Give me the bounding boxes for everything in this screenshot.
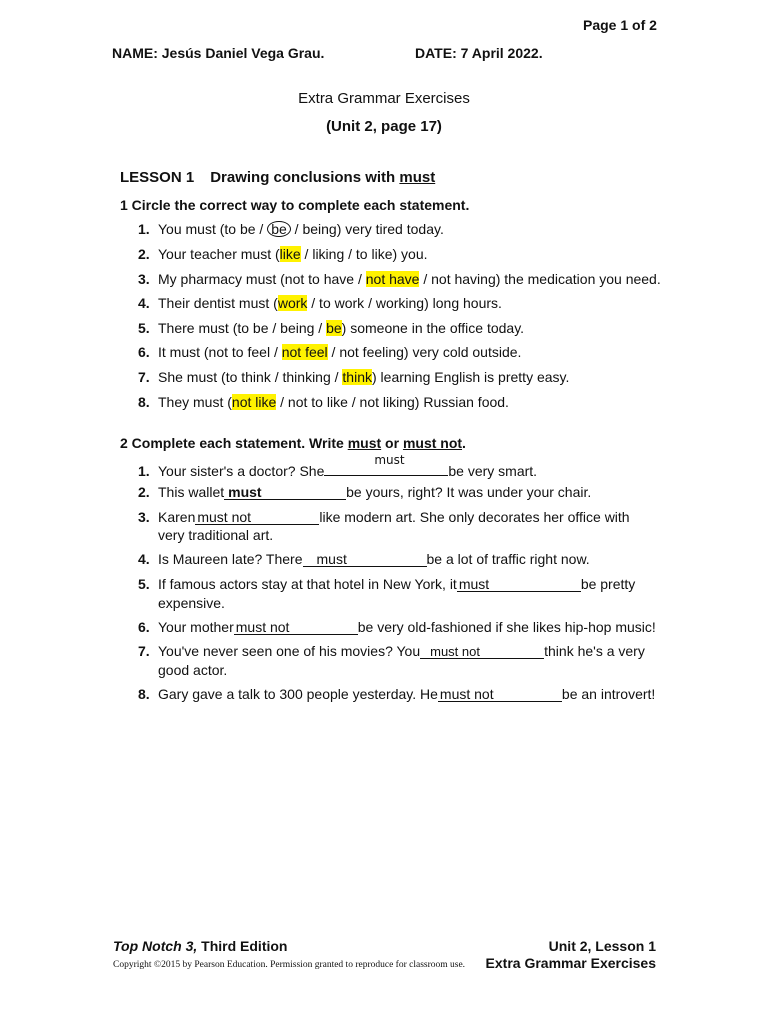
answer-blank[interactable]: [457, 576, 581, 592]
answer-blank[interactable]: [303, 551, 427, 567]
exercise-2-item: 5. If famous actors stay at that hotel in New York, it must be pretty: [138, 576, 636, 592]
title-line1: Extra Grammar Exercises: [298, 90, 470, 107]
answer-text: must not: [197, 509, 252, 525]
exercise-2-instruction: 2 Complete each statement. Write must or must not.: [120, 435, 466, 451]
footer-unit: Unit 2, Lesson 1: [548, 938, 656, 954]
title-line2: (Unit 2, page 17): [326, 118, 442, 135]
answer-blank[interactable]: [234, 619, 358, 635]
exercise-2-item: 7. You've never seen one of his movies? You must not think he's a very: [138, 643, 645, 659]
highlighted-answer: work: [277, 295, 308, 311]
answer-blank[interactable]: [324, 453, 448, 476]
exercise-1-item: 8. They must (not like / not to like / not liking) Russian food.: [138, 394, 509, 410]
answer-text: must not: [439, 686, 494, 702]
answer-text: must not: [430, 644, 480, 659]
exercise-2-item-continued: expensive.: [158, 595, 225, 611]
highlighted-answer: not feel: [281, 344, 328, 360]
exercise-1-instruction: 1 Circle the correct way to complete each statement.: [120, 197, 470, 213]
highlighted-answer: not like: [231, 394, 277, 410]
exercise-2-item: 8. Gary gave a talk to 300 people yesterday. He must not be an introvert!: [138, 686, 656, 702]
answer-blank[interactable]: [420, 643, 544, 659]
exercise-2-item: 1. Your sister's a doctor? She must be very smart.: [138, 453, 538, 479]
answer-text: must: [228, 484, 262, 500]
exercise-2-item: 2. This wallet must be yours, right? It was under your chair.: [138, 484, 592, 500]
exercise-1-item: 4. Their dentist must (work / to work / working) long hours.: [138, 295, 502, 311]
answer-blank[interactable]: [438, 686, 562, 702]
student-name: NAME: Jesús Daniel Vega Grau.: [112, 45, 325, 61]
answer-text: must not: [235, 619, 290, 635]
exercise-1-item: 5. There must (to be / being / be) someone in the office today.: [138, 320, 525, 336]
exercise-1-item: 7. She must (to think / thinking / think) learning English is pretty easy.: [138, 369, 570, 385]
answer-text: must: [458, 576, 490, 592]
exercise-2-item: 4. Is Maureen late? There must be a lot of traffic right now.: [138, 551, 590, 567]
exercise-2-item: 6. Your mother must not be very old-fashioned if she likes hip-hop music!: [138, 619, 656, 635]
answer-blank[interactable]: [195, 509, 319, 525]
exercise-2-item: 3. Karen must not like modern art. She only decorates her office with: [138, 509, 630, 525]
answer-text: must: [316, 551, 347, 567]
exercise-1-item: 2. Your teacher must (like / liking / to like) you.: [138, 246, 428, 262]
lesson-heading: [120, 169, 435, 186]
footer-copyright: Copyright ©2015 by Pearson Education. Permission granted to reproduce for classroom use.: [113, 960, 466, 970]
lesson-heading-word: must: [399, 169, 436, 186]
exercise-1-item: 6. It must (not to feel / not feel / not feeling) very cold outside.: [138, 344, 522, 360]
footer-book: Top Notch 3, Third Edition: [113, 938, 288, 954]
exercise-1-item: 3. My pharmacy must (not to have / not have / not having) the medication you need.: [138, 271, 661, 287]
exercise-2-item-continued: very traditional art.: [158, 527, 274, 543]
footer-section: Extra Grammar Exercises: [485, 955, 656, 971]
circled-answer: be: [267, 221, 291, 237]
exercise-2-item-continued: good actor.: [158, 662, 228, 678]
highlighted-answer: be: [326, 320, 342, 336]
lesson-label: LESSON 1: [120, 169, 195, 186]
lesson-heading-text: Drawing conclusions with: [210, 169, 400, 186]
page-number: Page 1 of 2: [583, 17, 657, 33]
highlighted-answer: like: [279, 246, 301, 262]
answer-text: must: [374, 453, 405, 467]
date: DATE: 7 April 2022.: [415, 45, 543, 61]
highlighted-answer: not have: [365, 271, 420, 287]
highlighted-answer: think: [342, 369, 372, 385]
exercise-1-item: 1. You must (to be / be / being) very tired today.: [138, 221, 444, 237]
answer-blank[interactable]: [224, 484, 346, 500]
